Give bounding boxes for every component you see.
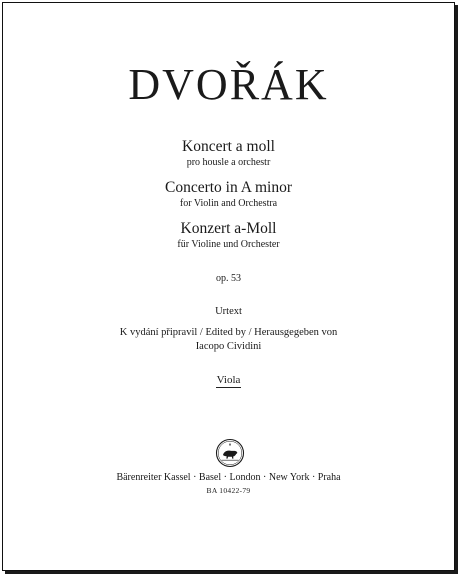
title-english: Concerto in A minor — [164, 179, 292, 196]
editor-credit: K vydání připravil / Edited by / Herausgegeben von — [119, 327, 338, 338]
title-czech: Koncert a moll — [182, 138, 275, 155]
subtitle-english: for Violin and Orchestra — [179, 198, 278, 209]
publisher-line: Bärenreiter Kassel · Basel · London · New York · Praha — [116, 472, 341, 483]
composer-name: DVOŘÁK — [128, 60, 329, 109]
title-german: Konzert a-Moll — [180, 220, 277, 237]
part-label-wrapper — [3, 370, 454, 388]
urtext-label: Urtext — [215, 306, 242, 317]
part-label: Viola — [216, 374, 241, 386]
subtitle-czech: pro housle a orchestr — [186, 157, 271, 168]
catalog-number: BA 10422-79 — [206, 486, 251, 495]
score-cover-page — [2, 2, 455, 571]
opus-number: op. 53 — [216, 273, 241, 284]
subtitle-german: für Violine und Orchester — [177, 239, 280, 250]
editor-name: Iacopo Cividini — [195, 341, 262, 352]
baerenreiter-bear-logo-icon — [215, 438, 245, 468]
